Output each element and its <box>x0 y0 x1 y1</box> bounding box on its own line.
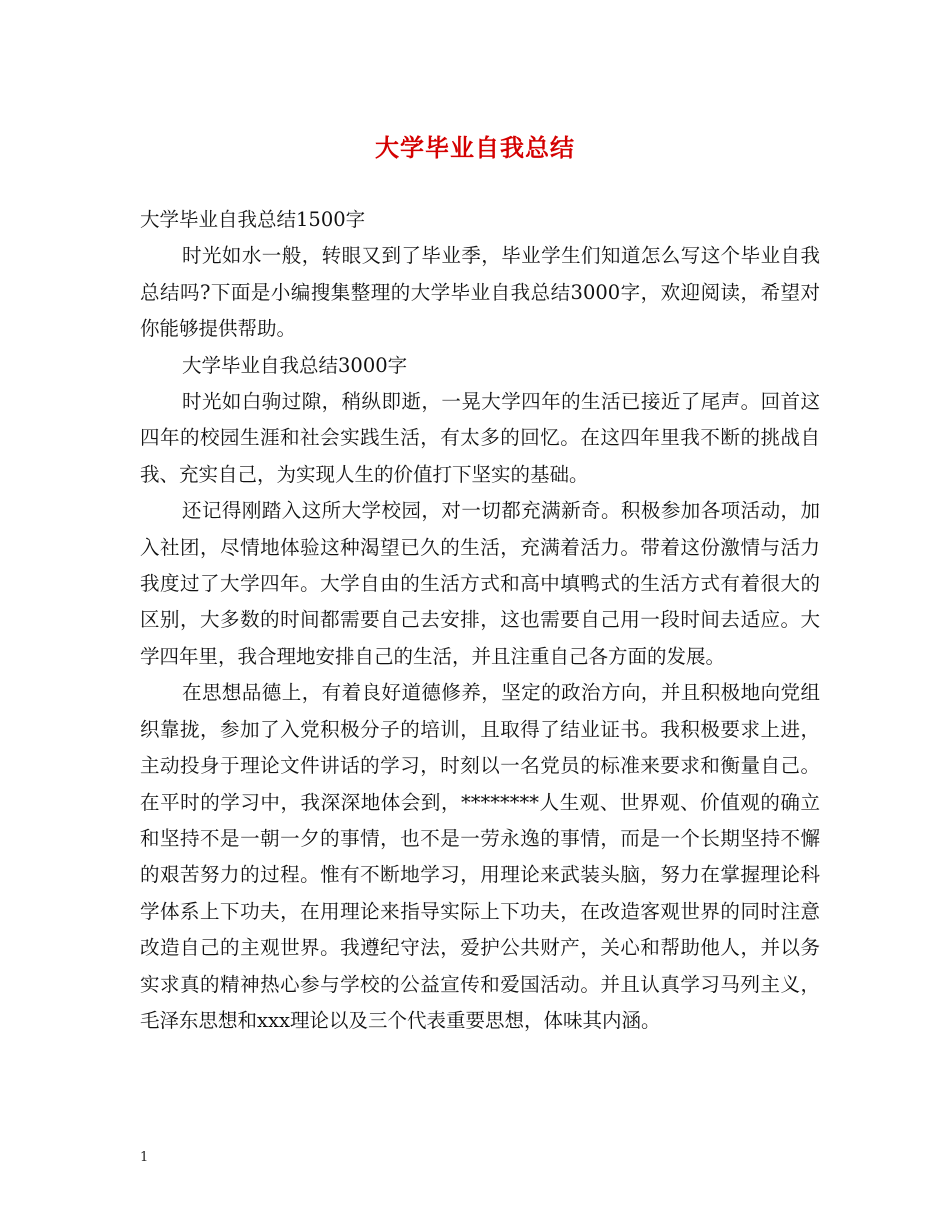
paragraph-intro: 时光如水一般，转眼又到了毕业季，毕业学生们知道怎么写这个毕业自我总结吗?下面是小编搜集整理的大学毕业自我总结3000字，欢迎阅读，希望对你能够提供帮助。 <box>140 244 820 341</box>
paragraph-campus-life: 还记得刚踏入这所大学校园，对一切都充满新奇。积极参加各项活动，加入社团，尽情地体验这种渴望已久的生活，充满着活力。带着这份激情与活力我度过了大学四年。大学自由的生活方式和高中填鸭式的生活方式有着很大的区别，大多数的时间都需要自己去安排，这也需要自己用一段时间去适应。大学四年里，我合理地安排自己的生活，并且注重自己各方面的发展。 <box>140 499 820 668</box>
paragraph-subtitle-3000: 大学毕业自我总结3000字 <box>182 353 408 377</box>
document-body <box>140 202 820 1039</box>
page-number: 1 <box>140 1150 149 1165</box>
paragraph-moral-character: 在思想品德上，有着良好道德修养，坚定的政治方向，并且积极地向党组织靠拢，参加了入党积极分子的培训，且取得了结业证书。我积极要求上进，主动投身于理论文件讲话的学习，时刻以一名党员的标准来要求和衡量自己。在平时的学习中，我深深地体会到，********人生观、世界观、价值观的确立和坚持不是一朝一夕的事情，也不是一劳永逸的事情，而是一个长期坚持不懈的艰苦努力的过程。惟有不断地学习，用理论来武装头脑，努力在掌握理论科学体系上下功夫，在用理论来指导实际上下功夫，在改造客观世界的同时注意改造自己的主观世界。我遵纪守法，爱护公共财产，关心和帮助他人，并以务实求真的精神热心参与学校的公益宣传和爱国活动。并且认真学习马列主义，毛泽东思想和xxx理论以及三个代表重要思想，体味其内涵。 <box>140 681 820 1032</box>
paragraph-time-flies: 时光如白驹过隙，稍纵即逝，一晃大学四年的生活已接近了尾声。回首这四年的校园生涯和社会实践生活，有太多的回忆。在这四年里我不断的挑战自我、充实自己，为实现人生的价值打下坚实的基础。 <box>140 390 820 486</box>
document-title: 大学毕业自我总结 <box>375 133 575 162</box>
paragraph-subtitle-1500: 大学毕业自我总结1500字 <box>140 208 366 231</box>
